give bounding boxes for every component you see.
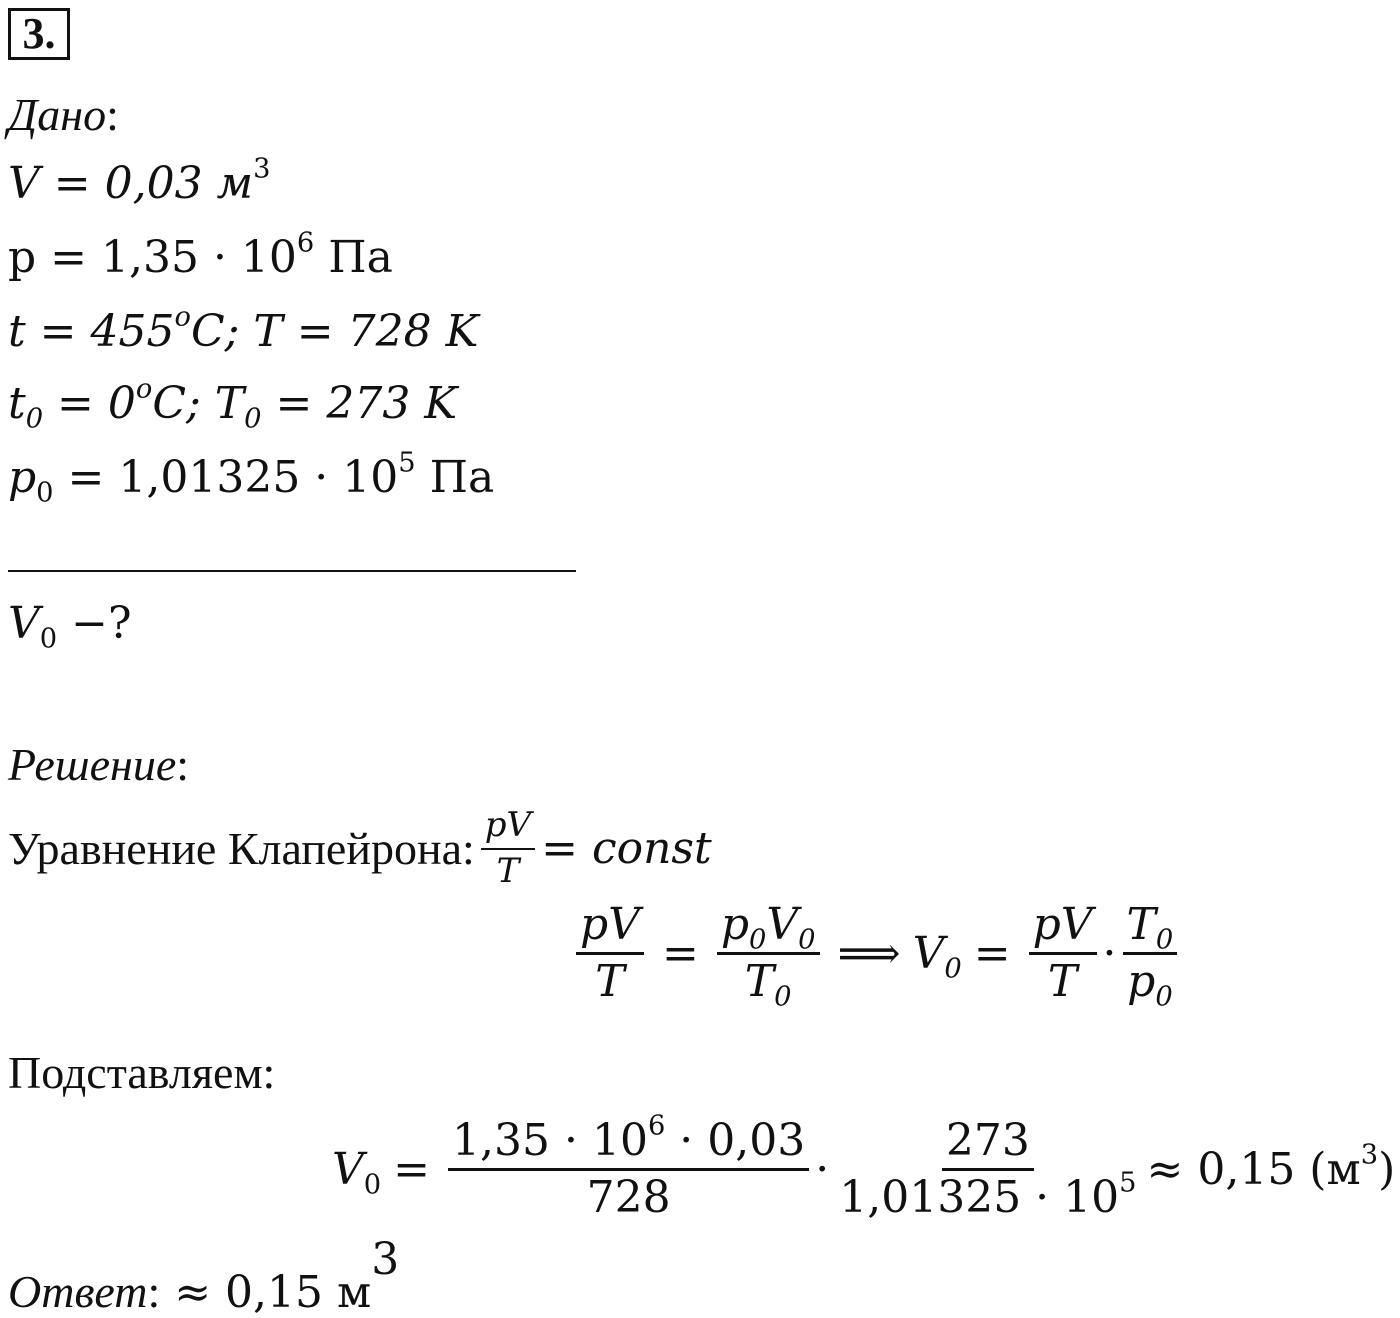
eq-frac-t0-p0 <box>1123 899 1178 1013</box>
given-p0-b: = 1,01325 · 10 <box>53 452 399 503</box>
given-temperature-text-a: t = 455 <box>8 306 175 357</box>
find-line <box>8 598 132 655</box>
sub-num1-a: 1,35 · 10 <box>452 1115 648 1166</box>
eq-v0-sub: 0 <box>944 953 962 985</box>
given-heading-line <box>8 89 119 140</box>
sub-den2-a: 1,01325 · 10 <box>839 1172 1120 1224</box>
clapeyron-line <box>8 805 712 891</box>
eq2-den-sub: 0 <box>774 981 792 1013</box>
clapeyron-numerator: pV <box>481 808 535 850</box>
given-pressure-exp: 6 <box>296 227 315 259</box>
eq-frac-p0v0-t0 <box>717 899 820 1013</box>
eq-dot: · <box>1102 928 1117 980</box>
given-volume <box>8 153 271 209</box>
solution-heading: Решение <box>8 739 177 790</box>
answer-heading: Ответ <box>8 1266 148 1317</box>
eq-frac-t0-p0-den <box>1123 955 1177 1013</box>
answer-colon: : <box>147 1266 161 1317</box>
given-t0-b: = 0 <box>43 378 136 429</box>
eq2-num-sub1: 0 <box>749 924 767 956</box>
sub-frac-1-den: 728 <box>586 1172 671 1224</box>
given-temperature <box>8 301 479 357</box>
eq-frac-p0v0-t0-den <box>741 955 796 1013</box>
eq-sign-2: = <box>973 928 1011 980</box>
sub-frac-2 <box>835 1115 1140 1224</box>
given-heading: Дано <box>8 89 107 140</box>
eq-frac-pv-t-2-num: pV <box>1029 902 1097 955</box>
given-temperature-text-b: C; T = 728 K <box>190 306 479 357</box>
given-p0-unit: Па <box>415 452 495 503</box>
substitution-equation <box>332 1110 1396 1224</box>
substitute-label: Подставляем: <box>8 1047 276 1098</box>
sub-result-exp: 3 <box>1360 1139 1379 1171</box>
eq4-den-a: p <box>1127 956 1156 1008</box>
eq-frac-pv-t <box>576 899 644 1008</box>
eq4-num-sub: 0 <box>1155 924 1174 956</box>
given-normal-pressure <box>8 447 495 509</box>
eq4-num-a: T <box>1126 899 1156 950</box>
eq-frac-p0v0-t0-num <box>717 899 820 956</box>
sub-num1-b: · 0,03 <box>665 1115 806 1166</box>
implies-arrow: ⟹ <box>837 928 901 980</box>
eq-frac-pv-t-num: pV <box>576 902 644 955</box>
eq-v0 <box>912 928 962 985</box>
eq4-den-sub: 0 <box>1155 981 1173 1013</box>
given-p0-exp: 5 <box>398 447 416 479</box>
eq2-num-sub2: 0 <box>798 924 816 956</box>
solution-colon: : <box>176 739 190 790</box>
given-pressure-unit: Па <box>314 232 393 283</box>
answer-value: ≈ 0,15 м <box>160 1267 372 1318</box>
eq-frac-pv-t-2 <box>1029 899 1097 1008</box>
sub-result-text: ≈ 0,15 (м <box>1146 1144 1361 1196</box>
clapeyron-fraction <box>481 805 535 891</box>
given-colon: : <box>106 89 119 140</box>
solution-heading-line <box>8 739 190 790</box>
given-divider <box>8 570 576 572</box>
sub-frac-1 <box>448 1110 809 1224</box>
given-T0-sub: 0 <box>244 403 262 435</box>
given-t0-deg: o <box>135 373 153 405</box>
answer-line <box>8 1234 400 1318</box>
given-t0-a: t <box>8 378 26 429</box>
sub-result <box>1146 1139 1396 1196</box>
given-temperature-deg: o <box>174 301 191 333</box>
sub-frac-1-num <box>448 1110 809 1171</box>
sub-result-close: ) <box>1378 1144 1396 1196</box>
given-normal-temperature <box>8 373 458 435</box>
given-p0-a: p <box>8 452 37 503</box>
eq2-den-a: T <box>744 956 775 1008</box>
given-t0-sub: 0 <box>25 403 44 435</box>
clapeyron-rhs: = const <box>541 823 712 875</box>
given-volume-text: V = 0,03 м <box>8 158 254 209</box>
clapeyron-label: Уравнение Клапейрона: <box>8 823 475 875</box>
sub-frac-2-den <box>835 1167 1140 1224</box>
sub-v0-var: V <box>332 1144 364 1196</box>
sub-den2-exp: 5 <box>1119 1167 1137 1199</box>
derived-equation <box>570 899 1183 1013</box>
given-volume-exp: 3 <box>253 153 271 185</box>
eq-frac-pv-t-2-den: T <box>1047 956 1078 1008</box>
problem-number: 3. <box>8 8 70 60</box>
sub-v0-sub: 0 <box>363 1169 382 1201</box>
eq-v0-var: V <box>912 928 945 980</box>
sub-num1-exp: 6 <box>647 1110 666 1142</box>
find-var: V <box>8 598 40 649</box>
given-t0-c: C; T <box>152 378 245 429</box>
find-sub: 0 <box>39 623 58 655</box>
given-pressure-text: p = 1,35 · 10 <box>8 232 297 283</box>
eq-frac-pv-t-den: T <box>595 956 625 1008</box>
clapeyron-denominator: T <box>496 850 520 891</box>
given-p0-sub: 0 <box>36 477 54 509</box>
eq2-num-b: V <box>766 899 799 950</box>
sub-frac-2-num: 273 <box>942 1118 1034 1171</box>
sub-v0 <box>332 1144 382 1201</box>
given-pressure <box>8 227 393 283</box>
find-rest: −? <box>57 598 132 649</box>
given-t0-d: = 273 K <box>261 378 458 429</box>
sub-dot: · <box>815 1144 830 1196</box>
sub-eq-sign: = <box>393 1144 431 1196</box>
eq2-num-a: p <box>720 899 749 950</box>
eq-sign-1: = <box>661 928 699 980</box>
answer-exp: 3 <box>371 1234 400 1285</box>
eq-frac-t0-p0-num <box>1123 899 1178 956</box>
